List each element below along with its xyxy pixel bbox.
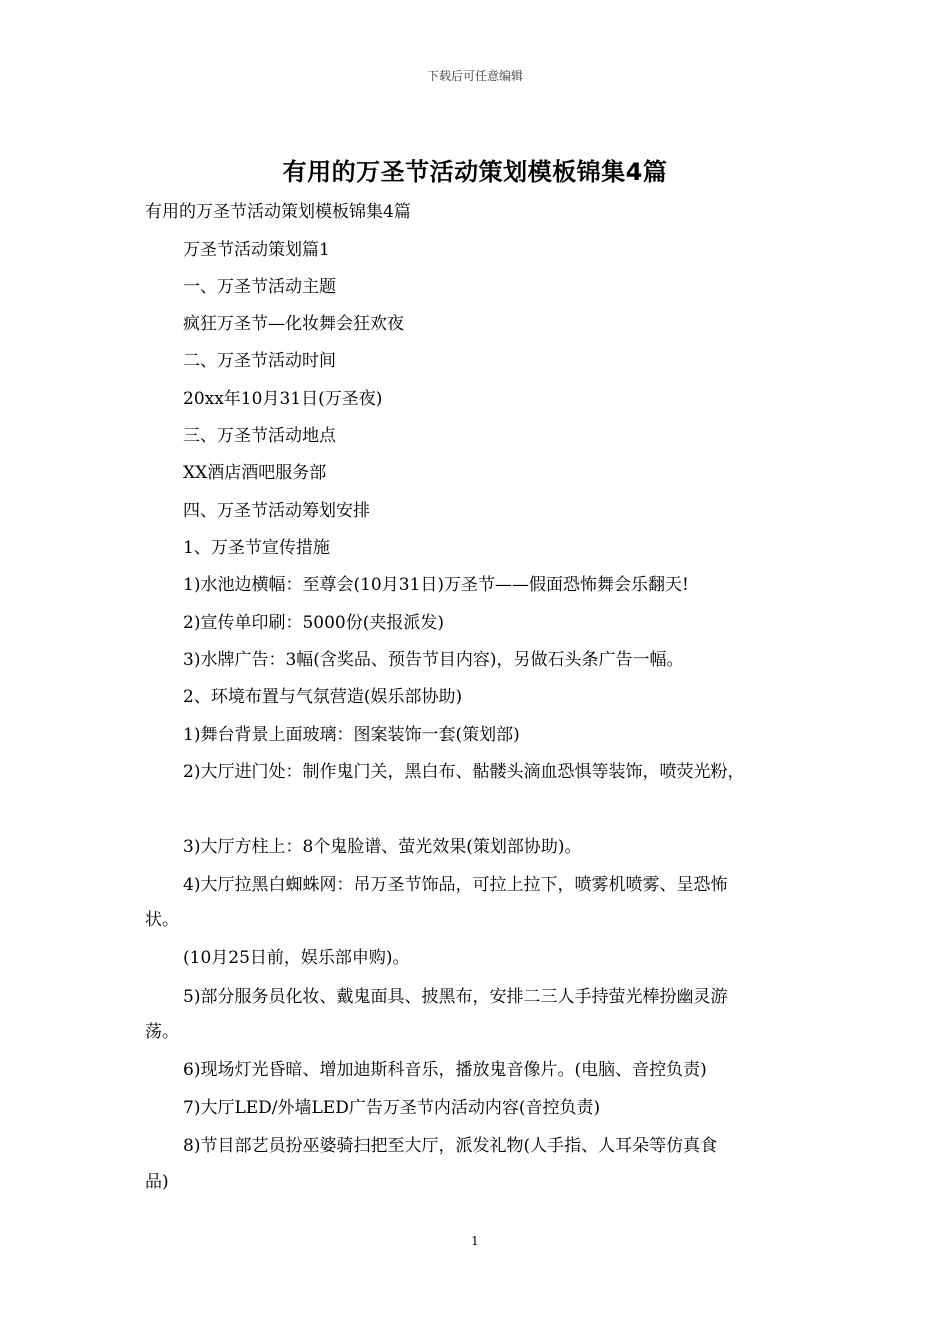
body-line: 品) (145, 1172, 169, 1192)
body-line: 状。 (145, 910, 179, 930)
body-line: 1、万圣节宣传措施 (183, 538, 330, 558)
body-line: 7)大厅LED/外墙LED广告万圣节内活动内容(音控负责) (183, 1098, 601, 1118)
body-line: 一、万圣节活动主题 (183, 277, 336, 297)
page-number: 1 (471, 1234, 479, 1248)
body-line: 荡。 (145, 1022, 179, 1042)
body-line: 2、环境布置与气氛营造(娱乐部协助) (183, 687, 463, 707)
body-line: 3)水牌广告：3幅(含奖品、预告节目内容)，另做石头条广告一幅。 (183, 650, 684, 670)
body-line: (10月25日前，娱乐部申购)。 (183, 948, 410, 968)
body-line: 4)大厅拉黑白蜘蛛网：吊万圣节饰品，可拉上拉下，喷雾机喷雾、呈恐怖 (183, 875, 728, 895)
body-line: 20xx年10月31日(万圣夜) (183, 389, 383, 409)
body-line: 1)水池边横幅：至尊会(10月31日)万圣节——假面恐怖舞会乐翻天! (183, 575, 689, 595)
body-line: 8)节目部艺员扮巫婆骑扫把至大厅，派发礼物(人手指、人耳朵等仿真食 (183, 1136, 718, 1156)
document-title: 有用的万圣节活动策划模板锦集4篇 (282, 158, 668, 186)
body-line: 四、万圣节活动筹划安排 (183, 501, 370, 521)
body-line: 1)舞台背景上面玻璃：图案装饰一套(策划部) (183, 725, 520, 745)
body-line: 三、万圣节活动地点 (183, 426, 336, 446)
download-note: 下载后可任意编辑 (426, 69, 523, 83)
body-line: XX酒店酒吧服务部 (183, 463, 327, 483)
body-line: 疯狂万圣节—化妆舞会狂欢夜 (183, 314, 404, 334)
body-line: 2)宣传单印刷：5000份(夹报派发) (183, 613, 444, 633)
body-line: 有用的万圣节活动策划模板锦集4篇 (145, 202, 411, 222)
body-line: 二、万圣节活动时间 (183, 351, 336, 371)
body-line: 3)大厅方柱上：8个鬼脸谱、萤光效果(策划部协助)。 (183, 837, 582, 857)
body-line: 万圣节活动策划篇1 (183, 240, 330, 260)
body-line: 2)大厅进门处：制作鬼门关，黑白布、骷髅头滴血恐惧等装饰，喷荧光粉， (183, 762, 745, 782)
body-line: 5)部分服务员化妆、戴鬼面具、披黑布，安排二三人手持萤光棒扮幽灵游 (183, 987, 728, 1007)
body-line: 6)现场灯光昏暗、增加迪斯科音乐，播放鬼音像片。(电脑、音控负责) (183, 1060, 707, 1080)
